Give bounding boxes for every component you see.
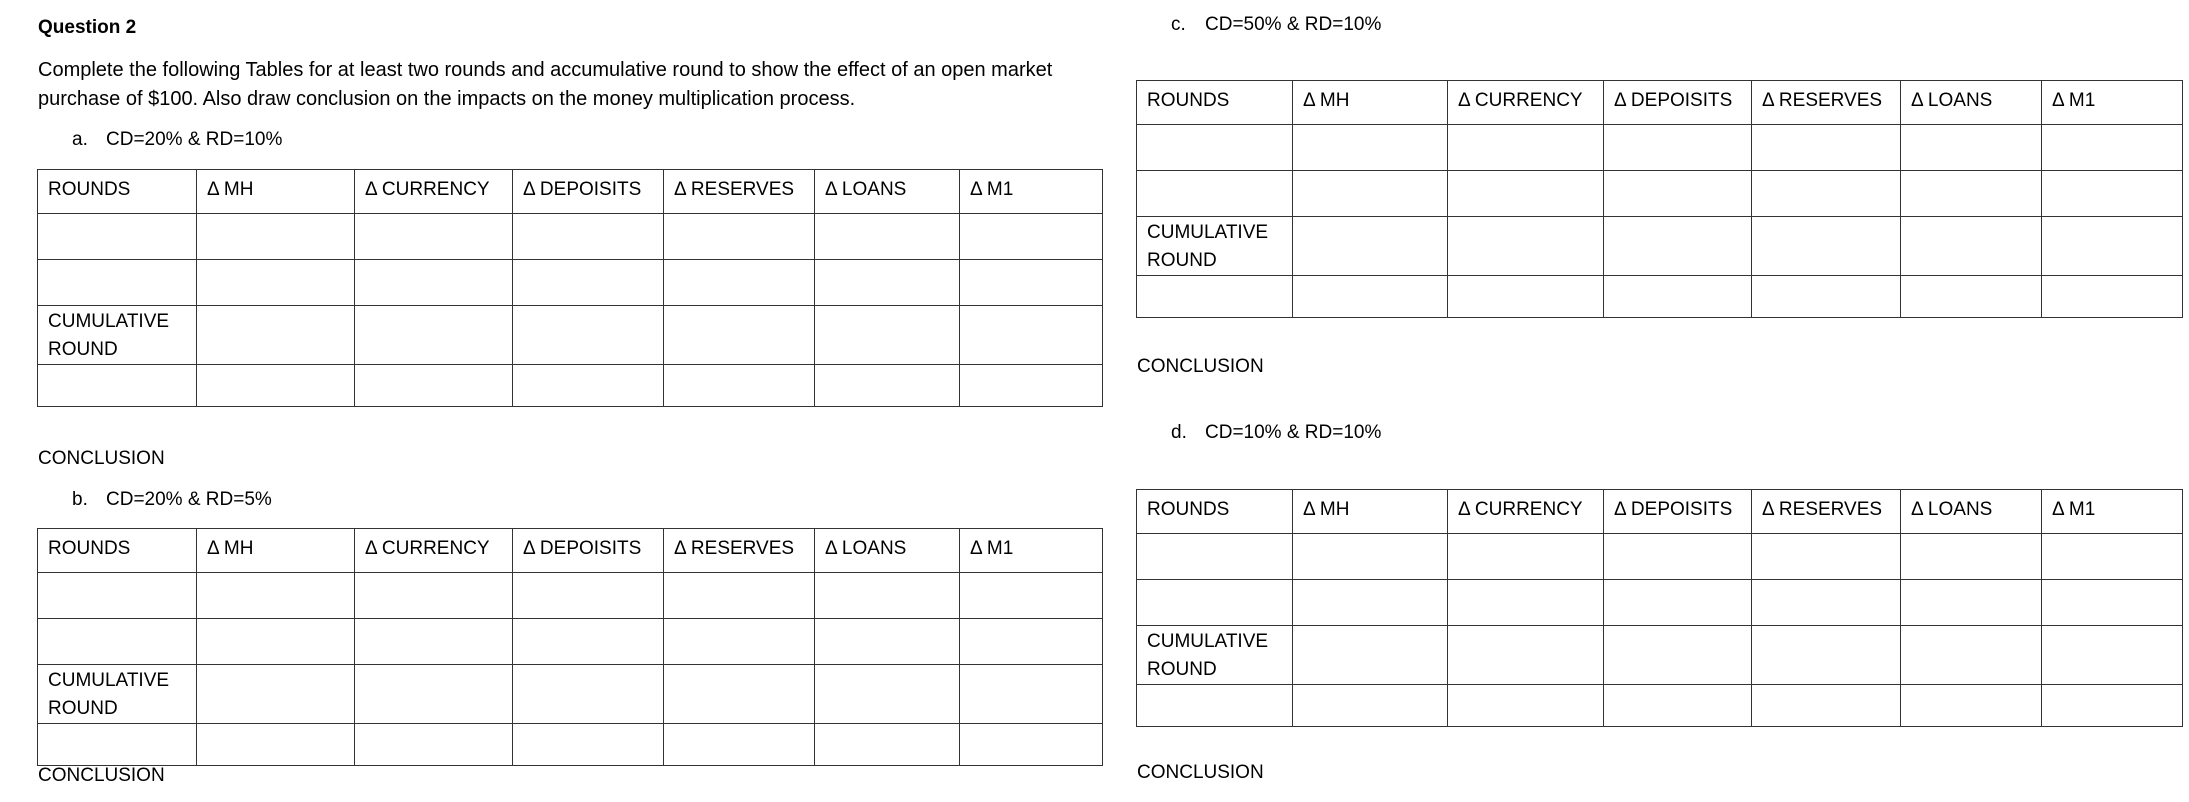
table-cell[interactable] — [1293, 171, 1448, 217]
table-cell[interactable] — [815, 619, 960, 665]
table-cell[interactable] — [2042, 534, 2183, 580]
table-cell[interactable] — [960, 619, 1103, 665]
table-cell[interactable] — [1604, 580, 1752, 626]
table-cell[interactable] — [38, 365, 197, 407]
table-row — [1137, 534, 2183, 580]
table-cell[interactable] — [1293, 534, 1448, 580]
header-reserves: Δ RESERVES — [664, 170, 815, 214]
header-deposits: Δ DEPOISITS — [513, 529, 664, 573]
table-cell[interactable] — [960, 260, 1103, 306]
header-reserves: Δ RESERVES — [664, 529, 815, 573]
question-title: Question 2 — [38, 17, 137, 38]
table-cell[interactable] — [513, 214, 664, 260]
cumulative-round-label: CUMULATIVE ROUND — [1137, 217, 1293, 276]
table-cell[interactable] — [1137, 534, 1293, 580]
table-cell[interactable] — [1901, 276, 2042, 318]
table-cell[interactable] — [1901, 171, 2042, 217]
part-d-heading — [1171, 422, 1381, 444]
table-cell[interactable] — [664, 260, 815, 306]
table-row — [38, 573, 1103, 619]
table-cell[interactable] — [1752, 534, 1901, 580]
table-cell[interactable] — [2042, 626, 2183, 685]
table-cell[interactable] — [815, 665, 960, 724]
table-cell[interactable] — [355, 214, 513, 260]
part-condition: CD=10% & RD=10% — [1205, 422, 1382, 443]
table-cell[interactable] — [197, 260, 355, 306]
part-a-heading — [72, 129, 282, 151]
table-row — [38, 665, 1103, 724]
table-cell[interactable] — [2042, 580, 2183, 626]
table-cell[interactable] — [355, 619, 513, 665]
table-cell[interactable] — [1752, 685, 1901, 727]
table-row — [1137, 217, 2183, 276]
table-cell[interactable] — [1448, 217, 1604, 276]
table-cell[interactable] — [355, 573, 513, 619]
cumulative-round-label: CUMULATIVE ROUND — [38, 306, 197, 365]
table-cell[interactable] — [1448, 626, 1604, 685]
table-cell[interactable] — [197, 665, 355, 724]
table-cell[interactable] — [664, 306, 815, 365]
header-rounds: ROUNDS — [1137, 81, 1293, 125]
table-cell[interactable] — [38, 573, 197, 619]
table-cell[interactable] — [960, 665, 1103, 724]
table-cell[interactable] — [960, 214, 1103, 260]
header-reserves: Δ RESERVES — [1752, 490, 1901, 534]
table-cell[interactable] — [38, 214, 197, 260]
table-cell[interactable] — [513, 724, 664, 766]
conclusion-label-b: CONCLUSION — [38, 765, 165, 786]
conclusion-label-a: CONCLUSION — [38, 448, 165, 469]
table-cell[interactable] — [1901, 217, 2042, 276]
table-cell[interactable] — [1293, 685, 1448, 727]
table-cell[interactable] — [1901, 685, 2042, 727]
table-cell[interactable] — [1137, 580, 1293, 626]
header-deposits: Δ DEPOISITS — [513, 170, 664, 214]
table-row — [38, 365, 1103, 407]
table-row — [1137, 171, 2183, 217]
table-cell[interactable] — [1604, 171, 1752, 217]
table-cell[interactable] — [1752, 171, 1901, 217]
table-cell[interactable] — [355, 724, 513, 766]
table-cell[interactable] — [38, 724, 197, 766]
table-row — [38, 724, 1103, 766]
table-part-d — [1136, 489, 2183, 727]
table-cell[interactable] — [1448, 685, 1604, 727]
table-cell[interactable] — [664, 365, 815, 407]
header-reserves: Δ RESERVES — [1752, 81, 1901, 125]
header-m1: Δ M1 — [2042, 81, 2183, 125]
table-cell[interactable] — [1293, 217, 1448, 276]
table-cell[interactable] — [1137, 276, 1293, 318]
table-cell[interactable] — [1901, 580, 2042, 626]
table-cell[interactable] — [960, 724, 1103, 766]
table-cell[interactable] — [960, 306, 1103, 365]
table-cell[interactable] — [355, 260, 513, 306]
table-cell[interactable] — [1137, 125, 1293, 171]
table-row — [1137, 276, 2183, 318]
table-row — [1137, 125, 2183, 171]
table-cell[interactable] — [1604, 125, 1752, 171]
header-loans: Δ LOANS — [1901, 81, 2042, 125]
table-cell[interactable] — [960, 365, 1103, 407]
header-m1: Δ M1 — [2042, 490, 2183, 534]
header-deposits: Δ DEPOISITS — [1604, 490, 1752, 534]
table-cell[interactable] — [197, 619, 355, 665]
table-cell[interactable] — [1448, 534, 1604, 580]
table-cell[interactable] — [197, 365, 355, 407]
table-row — [38, 619, 1103, 665]
table-row — [1137, 626, 2183, 685]
table-cell[interactable] — [1752, 217, 1901, 276]
table-cell[interactable] — [1901, 534, 2042, 580]
part-condition: CD=20% & RD=5% — [106, 489, 272, 510]
table-cell[interactable] — [197, 214, 355, 260]
table-cell[interactable] — [513, 619, 664, 665]
table-cell[interactable] — [197, 573, 355, 619]
table-cell[interactable] — [815, 365, 960, 407]
table-cell[interactable] — [1604, 534, 1752, 580]
table-cell[interactable] — [1604, 217, 1752, 276]
table-cell[interactable] — [1448, 171, 1604, 217]
table-cell[interactable] — [1293, 580, 1448, 626]
table-cell[interactable] — [1604, 626, 1752, 685]
part-condition: CD=50% & RD=10% — [1205, 14, 1382, 35]
table-cell[interactable] — [1752, 125, 1901, 171]
header-currency: Δ CURRENCY — [1448, 81, 1604, 125]
table-cell[interactable] — [1901, 125, 2042, 171]
table-cell[interactable] — [197, 306, 355, 365]
table-cell[interactable] — [664, 214, 815, 260]
table-cell[interactable] — [1604, 276, 1752, 318]
conclusion-label-c: CONCLUSION — [1137, 356, 1264, 377]
table-cell[interactable] — [38, 260, 197, 306]
table-cell[interactable] — [1901, 626, 2042, 685]
table-cell[interactable] — [815, 306, 960, 365]
part-condition: CD=20% & RD=10% — [106, 129, 283, 150]
table-cell[interactable] — [664, 665, 815, 724]
table-cell[interactable] — [2042, 125, 2183, 171]
table-cell[interactable] — [1448, 276, 1604, 318]
table-cell[interactable] — [197, 724, 355, 766]
header-rounds: ROUNDS — [38, 170, 197, 214]
part-letter: a. — [72, 129, 88, 150]
cumulative-round-label: CUMULATIVE ROUND — [38, 665, 197, 724]
table-cell[interactable] — [815, 260, 960, 306]
header-currency: Δ CURRENCY — [1448, 490, 1604, 534]
table-cell[interactable] — [1604, 685, 1752, 727]
table-cell[interactable] — [1752, 276, 1901, 318]
table-cell[interactable] — [664, 573, 815, 619]
part-letter: d. — [1171, 422, 1187, 443]
part-letter: c. — [1171, 14, 1186, 35]
table-row — [38, 260, 1103, 306]
header-loans: Δ LOANS — [815, 170, 960, 214]
table-cell[interactable] — [513, 665, 664, 724]
header-m1: Δ M1 — [960, 170, 1103, 214]
conclusion-label-d: CONCLUSION — [1137, 762, 1264, 783]
table-cell[interactable] — [960, 573, 1103, 619]
table-cell[interactable] — [355, 306, 513, 365]
table-row — [38, 306, 1103, 365]
part-b-heading — [72, 489, 272, 511]
table-cell[interactable] — [815, 724, 960, 766]
table-cell[interactable] — [1448, 125, 1604, 171]
table-cell[interactable] — [1752, 580, 1901, 626]
table-cell[interactable] — [1137, 171, 1293, 217]
table-cell[interactable] — [2042, 276, 2183, 318]
table-cell[interactable] — [355, 665, 513, 724]
table-cell[interactable] — [513, 365, 664, 407]
table-cell[interactable] — [815, 214, 960, 260]
header-rounds: ROUNDS — [1137, 490, 1293, 534]
table-cell[interactable] — [1448, 580, 1604, 626]
table-cell[interactable] — [1293, 626, 1448, 685]
table-cell[interactable] — [2042, 171, 2183, 217]
table-cell[interactable] — [815, 573, 960, 619]
table-part-c — [1136, 80, 2183, 318]
table-cell[interactable] — [1293, 125, 1448, 171]
table-cell[interactable] — [513, 573, 664, 619]
table-part-a — [37, 169, 1103, 407]
table-row — [1137, 685, 2183, 727]
table-cell[interactable] — [1137, 685, 1293, 727]
table-cell[interactable] — [513, 260, 664, 306]
table-cell[interactable] — [664, 724, 815, 766]
header-currency: Δ CURRENCY — [355, 529, 513, 573]
table-cell[interactable] — [513, 306, 664, 365]
table-row — [1137, 580, 2183, 626]
table-row — [38, 214, 1103, 260]
header-loans: Δ LOANS — [1901, 490, 2042, 534]
table-cell[interactable] — [2042, 217, 2183, 276]
table-cell[interactable] — [1293, 276, 1448, 318]
table-part-b — [37, 528, 1103, 766]
table-cell[interactable] — [664, 619, 815, 665]
part-letter: b. — [72, 489, 88, 510]
header-loans: Δ LOANS — [815, 529, 960, 573]
header-mh: Δ MH — [197, 170, 355, 214]
table-cell[interactable] — [355, 365, 513, 407]
table-cell[interactable] — [2042, 685, 2183, 727]
table-cell[interactable] — [38, 619, 197, 665]
header-rounds: ROUNDS — [38, 529, 197, 573]
header-mh: Δ MH — [197, 529, 355, 573]
cumulative-round-label: CUMULATIVE ROUND — [1137, 626, 1293, 685]
table-cell[interactable] — [1752, 626, 1901, 685]
header-m1: Δ M1 — [960, 529, 1103, 573]
part-c-heading — [1171, 14, 1381, 36]
header-currency: Δ CURRENCY — [355, 170, 513, 214]
question-instructions: Complete the following Tables for at least two rounds and accumulative round to show the effect of an open market purchase of $100. Also draw conclusion on the impacts on the money multiplication process. — [38, 59, 1053, 110]
header-mh: Δ MH — [1293, 490, 1448, 534]
header-mh: Δ MH — [1293, 81, 1448, 125]
header-deposits: Δ DEPOISITS — [1604, 81, 1752, 125]
